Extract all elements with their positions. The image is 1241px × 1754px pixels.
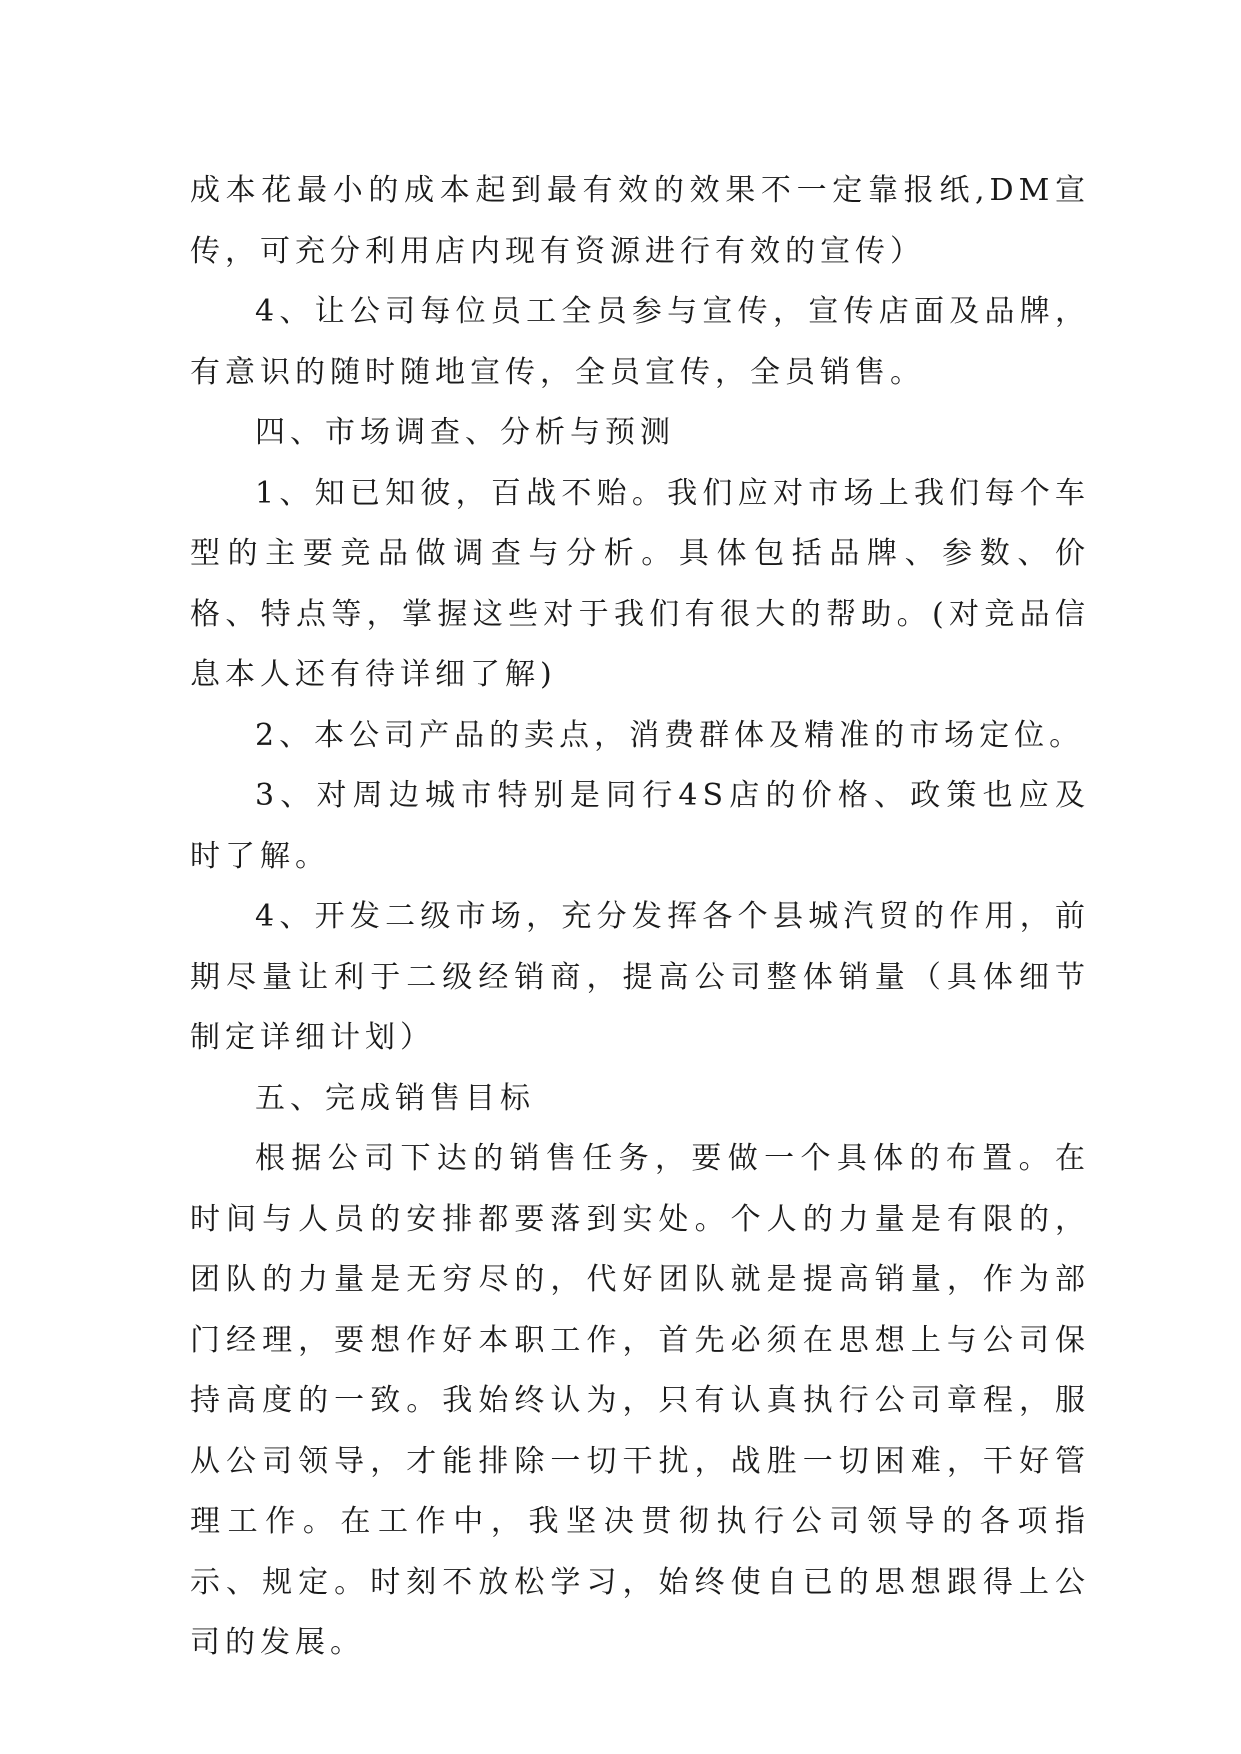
paragraph-sales-task: 根据公司下达的销售任务，要做一个具体的布置。在时间与人员的安排都要落到实处。个人的力量是有限的，团队的力量是无穷尽的，代好团队就是提高销量，作为部门经理，要想作好本职工作，首先必须在思想上与公司保持高度的一致。我始终认为，只有认真执行公司章程，服从公司领导，才能排除一切干扰，战胜一切困难，干好管理工作。在工作中，我坚决贯彻执行公司领导的各项指示、规定。时刻不放松学习，始终使自已的思想跟得上公司的发展。 [190,1141,1090,1660]
paragraph-market-positioning: 2、本公司产品的卖点，消费群体及精准的市场定位。 [255,717,1085,753]
section-heading-sales-target: 五、完成销售目标 [255,1080,535,1116]
paragraph-competitor-analysis: 1、知已知彼，百战不贻。我们应对市场上我们每个车型的主要竞品做调查与分析。具体包括品牌、参数、价格、特点等，掌握这些对于我们有很大的帮助。(对竞品信息本人还有待详细了解) [190,475,1090,692]
document-body [190,161,1090,1674]
paragraph-staff-promotion: 4、让公司每位员工全员参与宣传，宣传店面及品牌，有意识的随时随地宣传，全员宣传，全员销售。 [190,294,1090,390]
paragraph-dm-promotion: 成本花最小的成本起到最有效的效果不一定靠报纸,DM宣传，可充分利用店内现有资源进行有效的宣传） [190,173,1090,269]
paragraph-secondary-market: 4、开发二级市场，充分发挥各个县城汽贸的作用，前期尽量让利于二级经销商，提高公司整体销量（具体细节制定详细计划） [190,899,1090,1055]
paragraph-nearby-cities: 3、对周边城市特别是同行4S店的价格、政策也应及时了解。 [190,778,1090,874]
section-heading-market-research: 四、市场调查、分析与预测 [255,415,675,450]
